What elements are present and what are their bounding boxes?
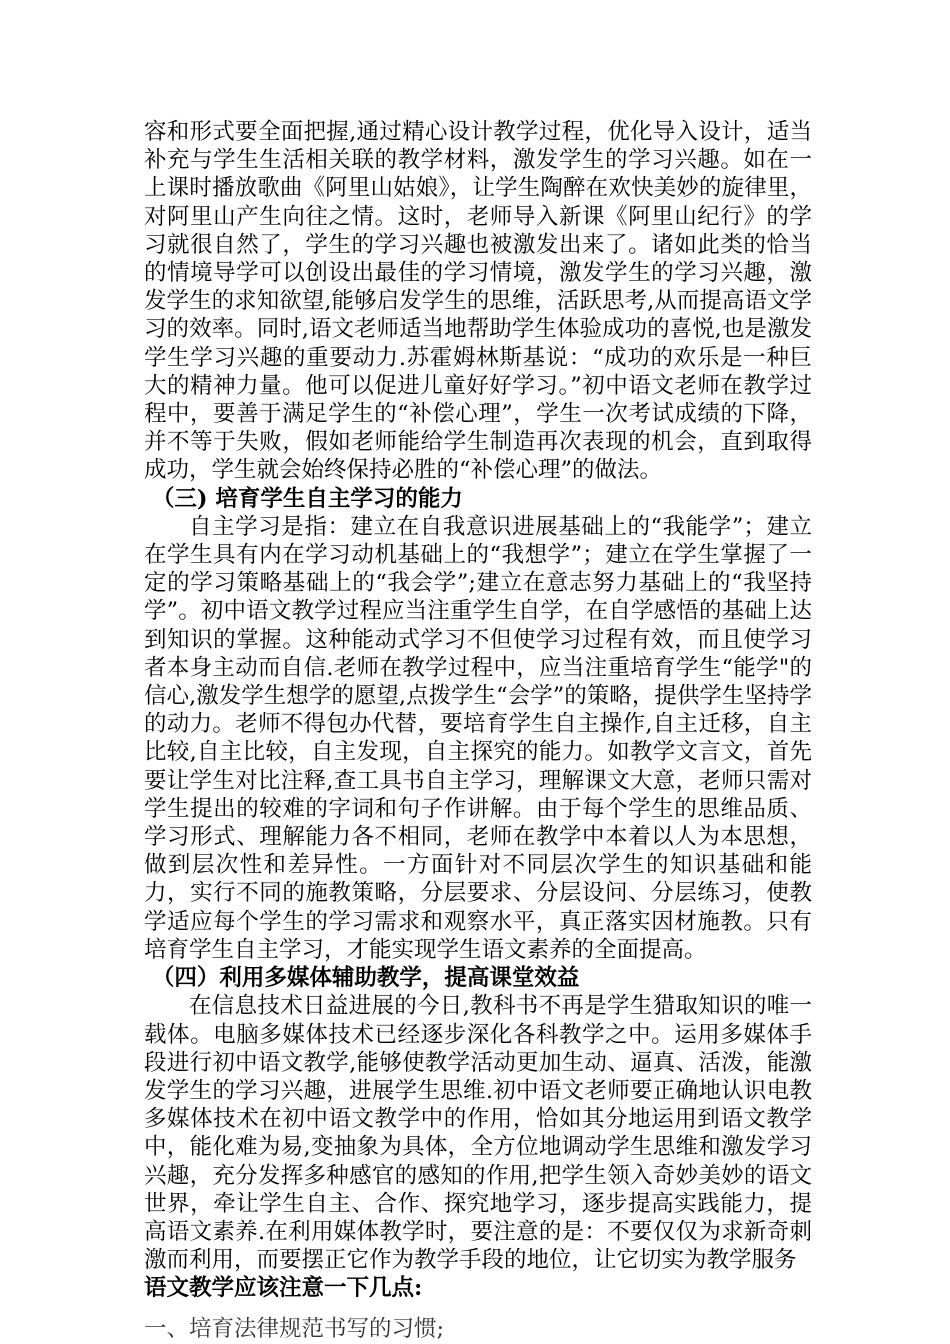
notes-heading: 语文教学应该注意一下几点: [144, 1275, 423, 1302]
section-heading-3: （三) 培育学生自主学习的能力 [151, 485, 463, 512]
list-item-1: 一、培育法律规范书写的习惯; [144, 1315, 445, 1342]
document-page [144, 118, 812, 1343]
paragraph-section-3: 自主学习是指：建立在自我意识进展基础上的“我能学”；建立在学生具有内在学习动机基础上的“我想学”；建立在学生掌握了一定的学习策略基础上的“我会学”;建立在意志努力基础上的“我坚持学”。初中语文教学过程应当注重学生自学，在自学感悟的基础上达到知识的掌握。这种能动式学习不但使学习过程有效，而且使学习者本身主动而自信.老师在教学过程中，应当注重培育学生“能学"的信心,激发学生想学的愿望,点拨学生“会学”的策略，提供学生坚持学的动力。老师不得包办代替，要培育学生自主操作,自主迁移，自主比较,自主比较，自主发现，自主探究的能力。如教学文言文，首先要让学生对比注释,查工具书自主学习，理解课文大意，老师只需对学生提出的较难的字词和句子作讲解。由于每个学生的思维品质、学习形式、理解能力各不相同，老师在教学中本着以人为本思想，做到层次性和差异性。一方面针对不同层次学生的知识基础和能力，实行不同的施教策略，分层要求、分层设问、分层练习，使教学适应每个学生的学习需求和观察水平，真正落实因材施教。只有培育学生自主学习，才能实现学生语文素养的全面提高。 [144, 513, 812, 963]
paragraph-intro: 容和形式要全面把握,通过精心设计教学过程，优化导入设计，适当补充与学生生活相关联的教学材料，激发学生的学习兴趣。如在一上课时播放歌曲《阿里山姑娘》，让学生陶醉在欢快美妙的旋律里，对阿里山产生向往之情。这时，老师导入新课《阿里山纪行》的学习就很自然了，学生的学习兴趣也被激发出来了。诸如此类的恰当的情境导学可以创设出最佳的学习情境，激发学生的学习兴趣，激发学生的求知欲望,能够启发学生的思维，活跃思考,从而提高语文学习的效率。同时,语文老师适当地帮助学生体验成功的喜悦,也是激发学生学习兴趣的重要动力.苏霍姆林斯基说：“成功的欢乐是一种巨大的精神力量。他可以促进儿童好好学习。”初中语文老师在教学过程中，要善于满足学生的“补偿心理”，学生一次考试成绩的下降，并不等于失败，假如老师能给学生制造再次表现的机会，直到取得成功，学生就会始终保持必胜的“补偿心理”的做法。 [144, 119, 812, 484]
section-heading-4: （四）利用多媒体辅助教学，提高课堂效益 [151, 965, 580, 992]
paragraph-section-4: 在信息技术日益进展的今日,教科书不再是学生猎取知识的唯一载体。电脑多媒体技术已经逐步深化各科教学之中。运用多媒体手段进行初中语文教学,能够使教学活动更加生动、逼真、活泼，能激发学生的学习兴趣，进展学生思维.初中语文老师要正确地认识电教多媒体技术在初中语文教学中的作用，恰如其分地运用到语文教学中，能化难为易,变抽象为具体，全方位地调动学生思维和激发学习兴趣，充分发挥多种感官的感知的作用,把学生领入奇妙美妙的语文世界，牵让学生自主、合作、探究地学习，逐步提高实践能力，提高语文素养.在利用媒体教学时，要注意的是：不要仅仅为求新奇刺激而利用，而要摆正它作为教学手段的地位，让它切实为教学服务 [144, 993, 812, 1274]
